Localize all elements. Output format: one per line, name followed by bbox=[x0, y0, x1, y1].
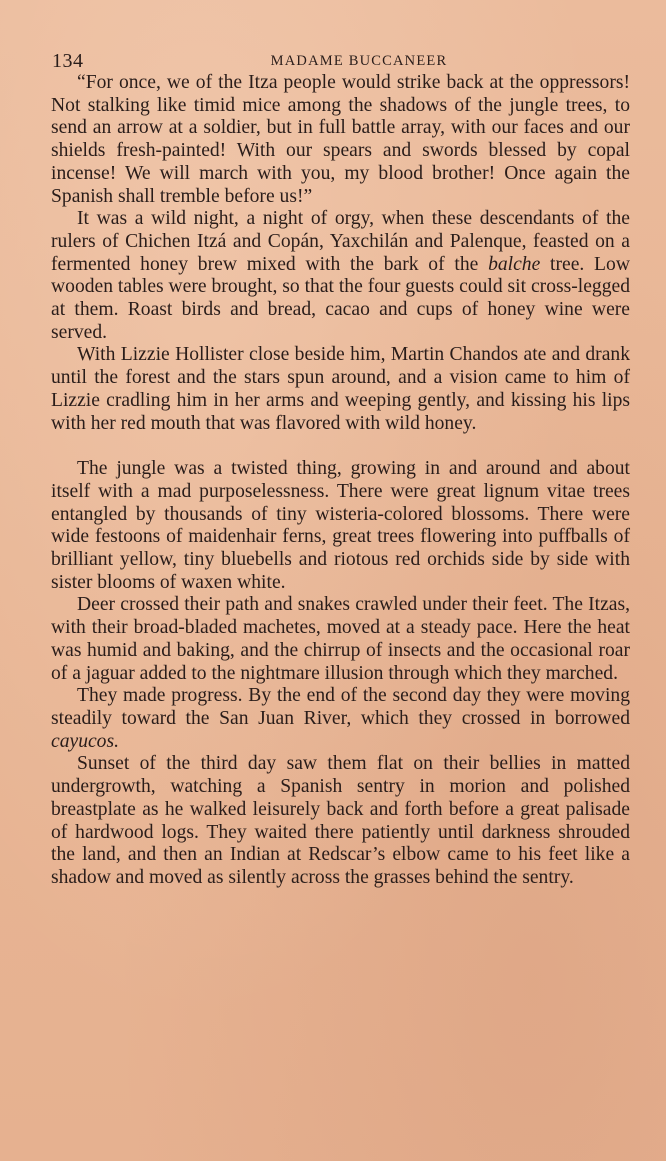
running-head: MADAME BUCCANEER bbox=[270, 53, 448, 69]
page-number: 134 bbox=[52, 50, 84, 72]
paragraph: “For once, we of the Itza people would strike back at the oppressors! Not stalking like timid mice among the shadows of the jungle trees, to send an arrow at a soldier, but in full battle array, with our faces and our shields fresh-painted! With our spears and swords blessed by copal incense! We will march with you, my blood brother! Once again the Spanish shall tremble before us!” bbox=[51, 72, 630, 207]
paragraph: Sunset of the third day saw them flat on their bellies in matted undergrowth, watching a Spanish sentry in morion and polished breastplate as he walked leisurely back and forth before a great palisade of hardwood logs. They waited there patiently until darkness shrouded the land, and then an Indian at Redscar’s elbow came to his feet like a shadow and moved as silently across the grasses behind the sentry. bbox=[51, 753, 630, 888]
paragraph: It was a wild night, a night of orgy, when these descendants of the rulers of Chichen Itzá and Copán, Yaxchilán and Palenque, feasted on a fermented honey brew mixed with the bark of the balche tree. Low wooden tables were brought, so that the four guests could sit cross-legged at them. Roast birds and bread, cacao and cups of honey wine were served. bbox=[51, 208, 630, 343]
paragraph: Deer crossed their path and snakes crawled under their feet. The Itzas, with their broad-bladed machetes, moved at a steady pace. Here the heat was humid and baking, and the chirrup of insects and the occasional roar of a jaguar added to the nightmare illusion through which they marched. bbox=[51, 594, 630, 684]
section-break bbox=[51, 435, 630, 458]
paragraph: The jungle was a twisted thing, growing in and around and about itself with a mad purposelessness. There were great lignum vitae trees entangled by thousands of tiny wisteria-colored blossoms. There were wide festoons of maidenhair ferns, great trees flowering into puffballs of brilliant yellow, tiny bluebells and riotous red orchids side by side with sister blooms of waxen white. bbox=[51, 458, 630, 593]
italic-term: balche bbox=[488, 253, 541, 275]
paragraph: With Lizzie Hollister close beside him, Martin Chandos ate and drank until the forest and the stars spun around, and a vision came to him of Lizzie cradling him in her arms and weeping gently, and kissing his lips with her red mouth that was flavored with wild honey. bbox=[51, 344, 630, 434]
body-text bbox=[51, 72, 630, 890]
page-header bbox=[52, 50, 632, 74]
italic-term: cayucos. bbox=[51, 730, 120, 752]
paragraph: They made progress. By the end of the second day they were moving steadily toward the San Juan River, which they crossed in borrowed cayucos. bbox=[51, 685, 630, 752]
